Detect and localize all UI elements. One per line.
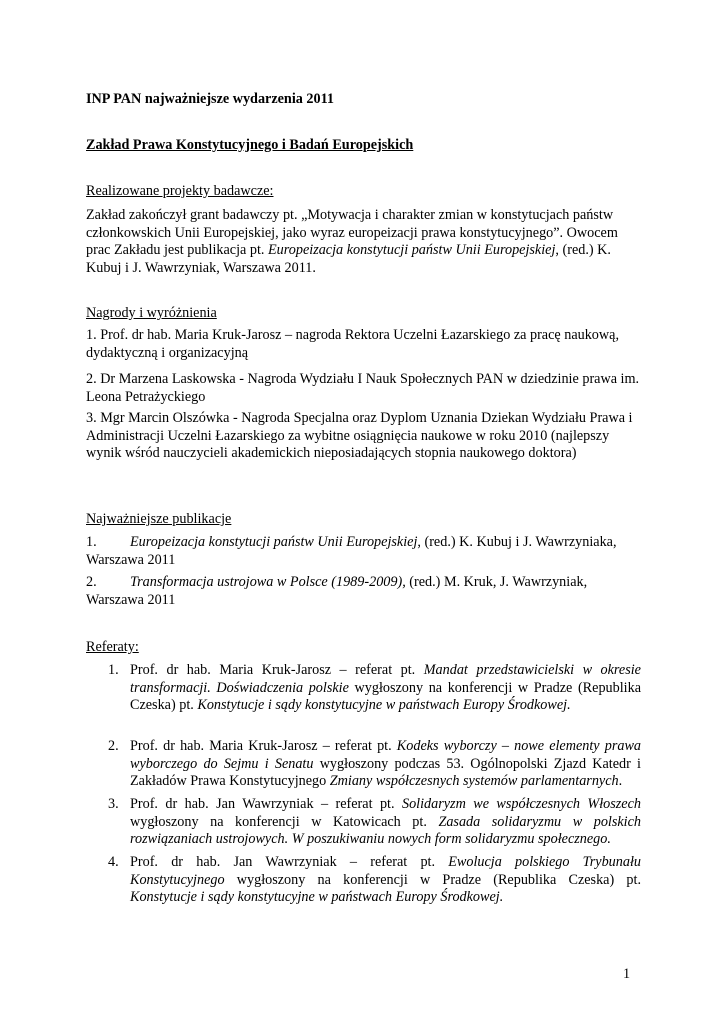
talk-title: Ewolucja polskiego Trybunału Konstytucyjnego: [130, 854, 641, 888]
publication-number: 2.: [86, 574, 97, 590]
publication-details: (red.) M. Kruk, J. Wawrzyniak, Warszawa 2011: [86, 574, 588, 608]
talks-heading: Referaty:: [86, 639, 139, 655]
publication-item: [86, 534, 641, 569]
talk-text-part: wygłoszony na konferencji w Pradze (Republika Czeska) pt.: [224, 871, 641, 888]
award-item: 2. Dr Marzena Laskowska - Nagroda Wydziału I Nauk Społecznych PAN w dziedzinie prawa im. Leona Petrażyckiego: [86, 371, 640, 405]
talk-conference-title: Konstytucje i sądy konstytucyjne w państwach Europy Środkowej.: [197, 697, 571, 713]
talk-text: [130, 738, 641, 791]
publications-heading: Najważniejsze publikacje: [86, 511, 232, 527]
talk-item: [86, 796, 641, 849]
talk-number: 4.: [108, 854, 119, 870]
talk-conference-title: Zasada solidaryzmu w polskich rozwiązaniach ustrojowych. W poszukiwaniu nowych form solidaryzmu społecznego.: [130, 813, 641, 847]
talk-text-part: wygłoszony na konferencji w Pradze (Republika Czeska) pt.: [130, 679, 641, 713]
document-title: INP PAN najważniejsze wydarzenia 2011: [86, 91, 334, 107]
talk-item: [86, 738, 641, 791]
publication-title: Transformacja ustrojowa w Polsce (1989-2009),: [130, 574, 406, 590]
projects-publication-title: Europeizacja konstytucji państw Unii Europejskiej: [268, 242, 556, 258]
projects-text: Zakład zakończył grant badawczy pt. „Motywacja i charakter zmian w konstytucjach państw członkowskich Unii Europejskiej, jako wyraz europeizacji prawa konstytucyjnego”. Owocem prac Zakładu jest publikacja pt.: [86, 207, 618, 258]
talk-number: 2.: [108, 738, 119, 754]
talk-text-part: Prof. dr hab. Maria Kruk-Jarosz – referat pt.: [130, 738, 397, 754]
projects-text-end: , (red.) K. Kubuj i J. Wawrzyniak, Warszawa 2011.: [86, 242, 611, 276]
talk-title: Solidaryzm we współczesnych Włoszech: [401, 796, 641, 812]
page-number: 1: [623, 966, 631, 982]
talk-text: [130, 662, 641, 715]
projects-paragraph: [86, 207, 641, 277]
department-heading: Zakład Prawa Konstytucyjnego i Badań Europejskich: [86, 137, 414, 153]
projects-heading: Realizowane projekty badawcze:: [86, 183, 274, 199]
talk-text-part: .: [618, 773, 623, 789]
publication-title: Europeizacja konstytucji państw Unii Europejskiej: [130, 534, 418, 550]
talk-text-part: wygłoszony podczas 53. Ogólnopolski Zjazd Katedr i Zakładów Prawa Konstytucyjnego: [130, 755, 641, 789]
talk-title: Kodeks wyborczy – nowe elementy prawa wyborczego do Sejmu i Senatu: [130, 738, 641, 772]
talk-title: Mandat przedstawicielski w okresie transformacji. Doświadczenia polskie: [130, 662, 641, 696]
talk-text-part: Prof. dr hab. Jan Wawrzyniak – referat pt.: [130, 854, 449, 870]
awards-heading: Nagrody i wyróżnienia: [86, 305, 217, 321]
talk-number: 1.: [108, 662, 119, 678]
talk-number: 3.: [108, 796, 119, 812]
publication-number: 1.: [86, 534, 97, 550]
publication-details: , (red.) K. Kubuj i J. Wawrzyniaka, Warszawa 2011: [86, 534, 617, 568]
talk-conference-title: Zmiany współczesnych systemów parlamentarnych: [329, 773, 619, 789]
talk-text-part: wygłoszony na konferencji w Katowicach pt.: [130, 813, 439, 830]
talk-text-part: Prof. dr hab. Jan Wawrzyniak – referat pt.: [130, 796, 402, 812]
talk-text: [130, 854, 641, 907]
talk-item: [86, 854, 641, 907]
award-item: 3. Mgr Marcin Olszówka - Nagroda Specjalna oraz Dyplom Uznania Dziekan Wydziału Prawa i Administracji Uczelni Łazarskiego za wybitne osiągnięcia naukowe w roku 2010 (najlepszy wynik wśród nauczycieli akademickich nieposiadających stopnia naukowego doktora): [86, 410, 633, 461]
talk-text-part: Prof. dr hab. Maria Kruk-Jarosz – referat pt.: [130, 662, 424, 678]
talk-conference-title: Konstytucje i sądy konstytucyjne w państwach Europy Środkowej.: [130, 889, 504, 905]
talk-item: [86, 662, 641, 715]
talk-text: [130, 796, 641, 849]
award-item: 1. Prof. dr hab. Maria Kruk-Jarosz – nagroda Rektora Uczelni Łazarskiego za pracę naukową, dydaktyczną i organizacyjną: [86, 327, 619, 361]
publication-item: [86, 574, 641, 609]
